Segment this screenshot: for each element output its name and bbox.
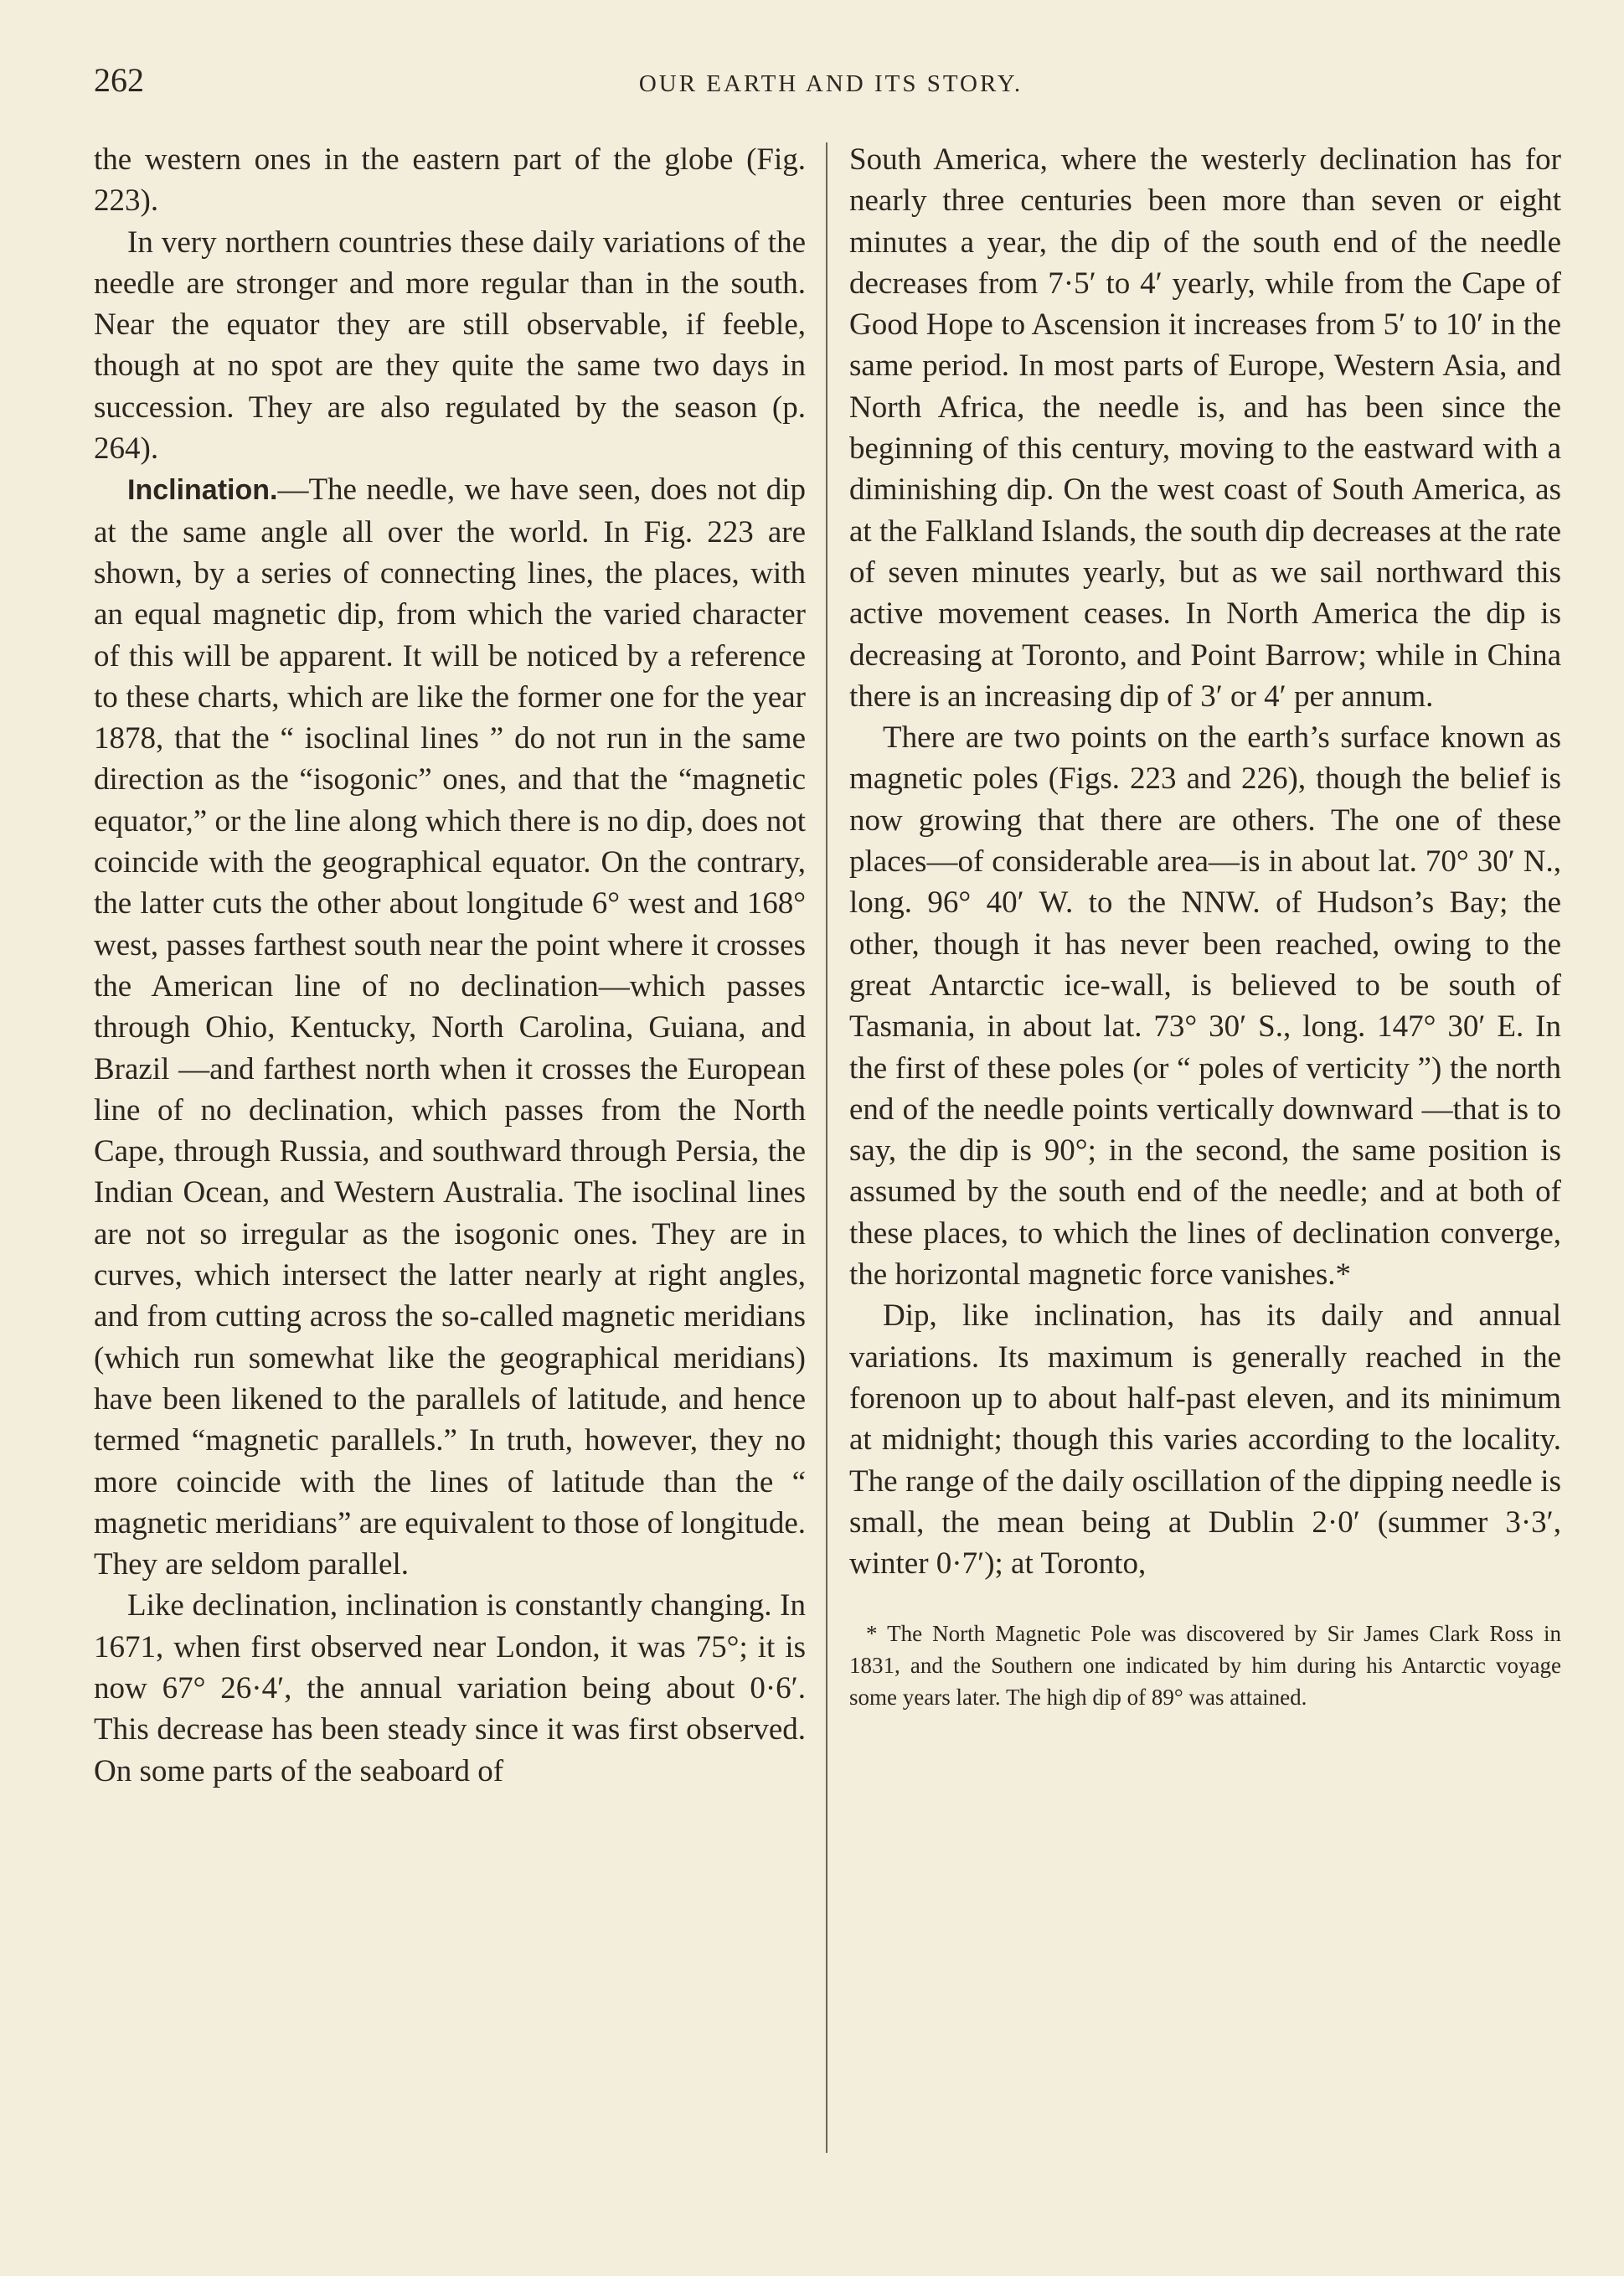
paragraph: South America, where the westerly declination has for nearly three centuries been more than seven or eight minutes a year, the dip of the south end of the needle decreases from 7·5′ to 4′ yearly, while from the Cape of Good Hope to Ascension it increases from 5′ to 10′ in the same period. In most parts of Europe, Western Asia, and North Africa, the needle is, and has been since the beginning of this century, moving to the eastward with a diminishing dip. On the west coast of South America, as at the Falkland Islands, the south dip decreases at the rate of seven minutes yearly, but as we sail northward this active movement ceases. In North America the dip is decreasing at Toronto, and Point Barrow; while in China there is an increasing dip of 3′ or 4′ per annum. bbox=[849, 142, 1561, 714]
right-column bbox=[849, 139, 1561, 1713]
page-header bbox=[94, 60, 1568, 111]
left-column bbox=[94, 139, 806, 1792]
page-number: 262 bbox=[94, 61, 144, 99]
paragraph-body: —The needle, we have seen, does not dip at the same angle all over the world. In Fig. 223 are shown, by a series of connecting lines, the places, with an equal magnetic dip, from which the varied character of this will be apparent. It will be noticed by a reference to these charts, which are like the former one for the year 1878, that the “ isoclinal lines ” do not run in the same direction as the “isogonic” ones, and that the “magnetic equator,” or the line along which there is no dip, does not coincide with the geographical equator. On the contrary, the latter cuts the other about longitude 6° west and 168° west, passes farthest south near the point where it crosses the American line of no declination—which passes through Ohio, Kentucky, North Carolina, Guiana, and Brazil —and farthest north when it crosses the European line of no declination, which passes from the North Cape, through Russia, and southward through Persia, the Indian Ocean, and Western Australia. The isoclinal lines are not so irregular as the isogonic ones. They are in curves, which intersect the latter nearly at right angles, and from cutting across the so-called magnetic meridians (which run somewhat like the geographical meridians) have been likened to the parallels of latitude, and hence termed “magnetic parallels.” In truth, however, they no more coincide with the lines of latitude than the “ magnetic meridians” are equivalent to those of longitude. They are seldom parallel. bbox=[94, 472, 806, 1582]
footnote bbox=[849, 1618, 1561, 1713]
column-divider bbox=[826, 142, 827, 2153]
paragraph: There are two points on the earth’s surface known as magnetic poles (Figs. 223 and 226), though the belief is now growing that there are others. The one of these places—of considerable area—is in about lat. 70° 30′ N., long. 96° 40′ W. to the NNW. of Hudson’s Bay; the other, though it has never been reached, owing to the great Antarctic ice-wall, is believed to be south of Tasmania, in about lat. 73° 30′ S., long. 147° 30′ E. In the first of these poles (or “ poles of verticity ”) the north end of the needle points vertically downward —that is to say, the dip is 90°; in the second, the same position is assumed by the south end of the needle; and at both of these places, to which the lines of declination converge, the horizontal magnetic force vanishes.* bbox=[849, 720, 1561, 1293]
paragraph-inclination bbox=[94, 469, 806, 1585]
paragraph: the western ones in the eastern part of the globe (Fig. 223). bbox=[94, 142, 806, 219]
section-heading: Inclination. bbox=[127, 474, 278, 507]
paragraph: In very northern countries these daily variations of the needle are stronger and more regular than in the south. Near the equator they are still observable, if feeble, though at no spot are they quite the same two days in succession. They are also regulated by the season (p. 264). bbox=[94, 225, 806, 467]
running-title: OUR EARTH AND ITS STORY. bbox=[638, 70, 1023, 97]
paragraph: Like declination, inclination is constantly changing. In 1671, when first observed near London, it was 75°; it is now 67° 26·4′, the annual variation being about 0·6′. This decrease has been steady since it was first observed. On some parts of the seaboard of bbox=[94, 1588, 806, 1788]
footnote-text: * The North Magnetic Pole was discovered by Sir James Clark Ross in 1831, and the Southern one indicated by him during his Antarctic voyage some years later. The high dip of 89° was attained. bbox=[849, 1621, 1561, 1711]
paragraph: Dip, like inclination, has its daily and annual variations. Its maximum is generally reached in the forenoon up to about half-past eleven, and its minimum at midnight; though this varies according to the locality. The range of the daily oscillation of the dipping needle is small, the mean being at Dublin 2·0′ (summer 3·3′, winter 0·7′); at Toronto, bbox=[849, 1298, 1561, 1582]
